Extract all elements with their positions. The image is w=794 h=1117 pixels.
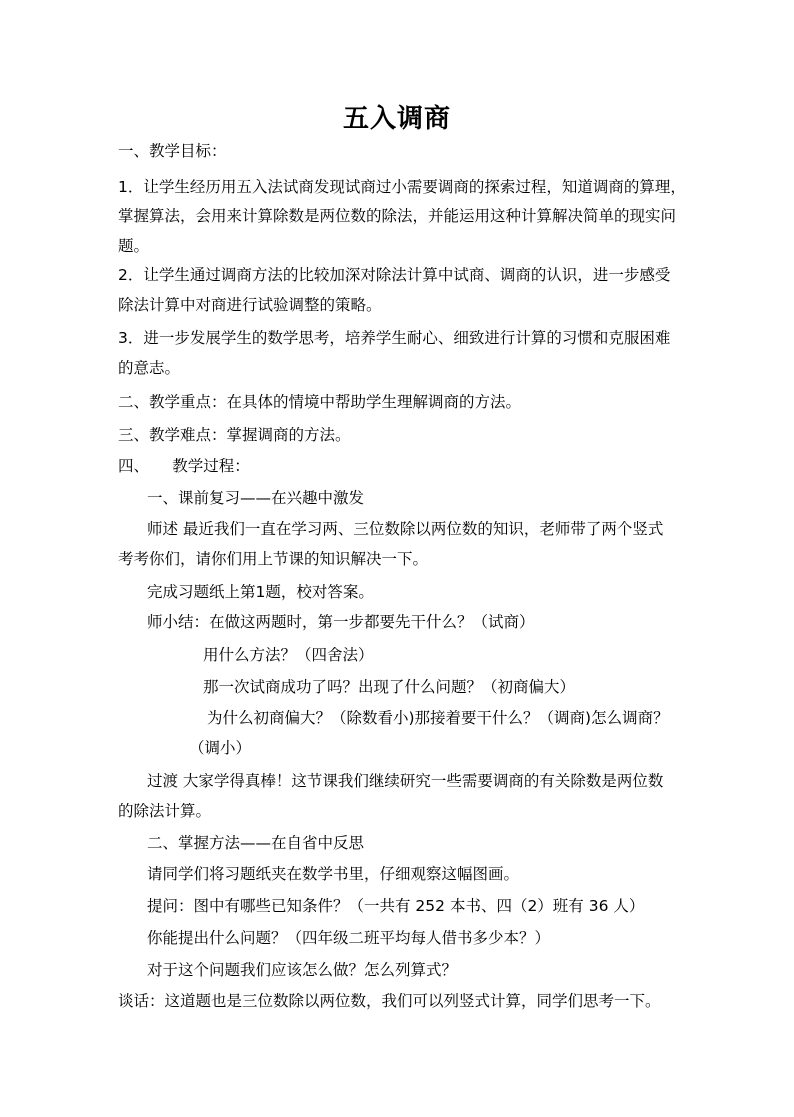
paragraph-intro-line-1: 师述 最近我们一直在学习两、三位数除以两位数的知识，老师带了两个竖式 [147, 520, 664, 538]
document-title: 五入调商 [342, 104, 451, 134]
paragraph-transition-line-2: 的除法计算。 [118, 802, 212, 820]
question-why: 为什么初商偏大？（除数看小)那接着要干什么？（调商)怎么调商？ [207, 709, 669, 727]
objective-2-line-1: 2．让学生通过调商方法的比较加深对除法计算中试商、调商的认识，进一步感受 [118, 266, 671, 284]
objective-3-line-2: 的意志。 [118, 359, 181, 377]
paragraph-talk: 谈话：这道题也是三位数除以两位数，我们可以列竖式计算，同学们思考一下。 [118, 992, 661, 1010]
paragraph-transition-line-1: 过渡 大家学得真棒！这节课我们继续研究一些需要调商的有关除数是两位数 [147, 772, 664, 790]
question-success: 那一次试商成功了吗？出现了什么问题？（初商偏大） [203, 678, 576, 696]
paragraph-intro-line-2: 考考你们，请你们用上节课的知识解决一下。 [118, 550, 429, 568]
answer-adjust-down: （调小） [189, 739, 252, 757]
paragraph-question-how: 对于这个问题我们应该怎么做？怎么列算式？ [147, 961, 458, 979]
objective-1-line-2: 掌握算法，会用来计算除数是两位数的除法，并能运用这种计算解决简单的现实问 [118, 207, 677, 225]
paragraph-summary: 师小结：在做这两题时，第一步都要先干什么？（试商） [147, 613, 535, 631]
objective-1-line-3: 题。 [118, 237, 150, 255]
section-heading-key-points: 二、教学重点：在具体的情境中帮助学生理解调商的方法。 [118, 393, 522, 411]
section-heading-difficulties: 三、教学难点：掌握调商的方法。 [118, 426, 351, 444]
question-method: 用什么方法？（四舍法） [203, 646, 374, 664]
objective-3-line-1: 3．进一步发展学生的数学思考，培养学生耐心、细致进行计算的习惯和克服困难 [118, 329, 671, 347]
subsection-review: 一、课前复习——在兴趣中激发 [147, 489, 365, 507]
section-heading-objectives: 一、教学目标： [118, 142, 227, 160]
subsection-method: 二、掌握方法——在自省中反思 [147, 834, 365, 852]
objective-2-line-2: 除法计算中对商进行试验调整的策略。 [118, 296, 382, 314]
paragraph-observe: 请同学们将习题纸夹在数学书里，仔细观察这幅图画。 [147, 865, 520, 883]
paragraph-question-known: 提问：图中有哪些已知条件？（一共有 252 本书、四（2）班有 36 人） [147, 897, 645, 915]
paragraph-question-ask: 你能提出什么问题？（四年级二班平均每人借书多少本？） [147, 929, 551, 947]
paragraph-exercise: 完成习题纸上第1题，校对答案。 [147, 583, 374, 601]
section-heading-process: 四、 教学过程： [118, 457, 250, 475]
objective-1-line-1: 1．让学生经历用五入法试商发现试商过小需要调商的探索过程，知道调商的算理， [118, 178, 686, 196]
